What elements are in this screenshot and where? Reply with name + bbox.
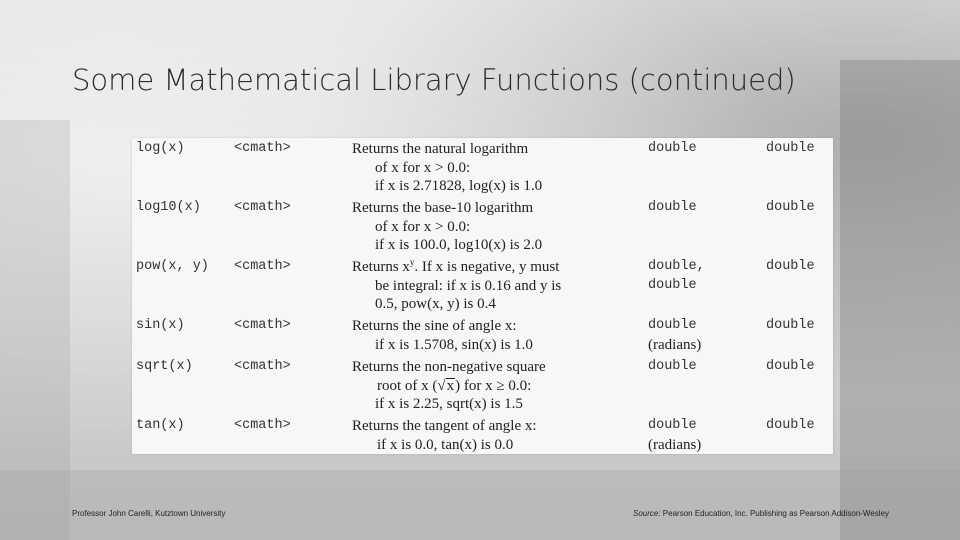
function-table (132, 138, 833, 454)
function-description (352, 317, 642, 354)
return-type: double (766, 141, 815, 156)
description-line: Returns the tangent of angle x: (352, 418, 537, 434)
function-name: pow(x, y) (136, 259, 209, 274)
description-line: if x is 2.25, sqrt(x) is 1.5 (375, 396, 523, 412)
header-file: <cmath> (234, 318, 291, 333)
function-description (352, 258, 642, 314)
description-line: 0.5, pow(x, y) is 0.4 (375, 296, 496, 312)
function-name: sin(x) (136, 318, 185, 333)
description-line: if x is 0.0, tan(x) is 0.0 (377, 436, 514, 453)
background-building-right (840, 60, 960, 540)
description-line: Returns the sine of angle x: (352, 318, 517, 334)
header-file: <cmath> (234, 259, 291, 274)
argument-type: double (648, 359, 697, 374)
slide-title: Some Mathematical Library Functions (continued) (72, 63, 796, 97)
function-description (352, 358, 642, 414)
header-file: <cmath> (234, 359, 291, 374)
return-type: double (766, 359, 815, 374)
footer-author: Professor John Carelli, Kutztown University (72, 509, 226, 518)
function-description (352, 199, 642, 255)
description-line: Returns the natural logarithm (352, 141, 529, 157)
header-file: <cmath> (234, 200, 291, 215)
function-name: log(x) (136, 141, 185, 156)
description-line: Returns the base-10 logarithm (352, 200, 534, 216)
description-line: Returns $x^y$. If x is negative, y must (352, 257, 560, 275)
description-line: Returns the non-negative square (352, 359, 546, 375)
description-line: if x is 1.5708, sin(x) is 1.0 (375, 336, 533, 353)
description-line: of x for x > 0.0: (375, 218, 471, 235)
return-type: double (766, 259, 815, 274)
header-file: <cmath> (234, 141, 291, 156)
function-name: log10(x) (136, 200, 201, 215)
argument-type: double (radians) (648, 318, 702, 353)
argument-type: double, double (648, 259, 705, 293)
background-ground (0, 470, 960, 540)
header-file: <cmath> (234, 418, 291, 433)
footer-source: Source: Pearson Education, Inc. Publishing as Pearson Addison-Wesley (633, 509, 890, 518)
return-type: double (766, 318, 815, 333)
function-name: sqrt(x) (136, 359, 193, 374)
description-line: if x is 2.71828, log(x) is 1.0 (375, 178, 543, 194)
argument-type: double (radians) (648, 418, 702, 453)
argument-type: double (648, 141, 697, 156)
function-name: tan(x) (136, 418, 185, 433)
description-line: of x for x > 0.0: (375, 159, 471, 176)
return-type: double (766, 200, 815, 215)
function-description (352, 417, 642, 454)
return-type: double (766, 418, 815, 433)
description-line: root of x (√x) for x ≥ 0.0: (377, 377, 532, 394)
argument-type: double (648, 200, 697, 215)
description-line: if x is 100.0, log10(x) is 2.0 (375, 237, 543, 253)
description-line: be integral: if x is 0.16 and y is (375, 277, 562, 294)
function-description (352, 140, 642, 196)
